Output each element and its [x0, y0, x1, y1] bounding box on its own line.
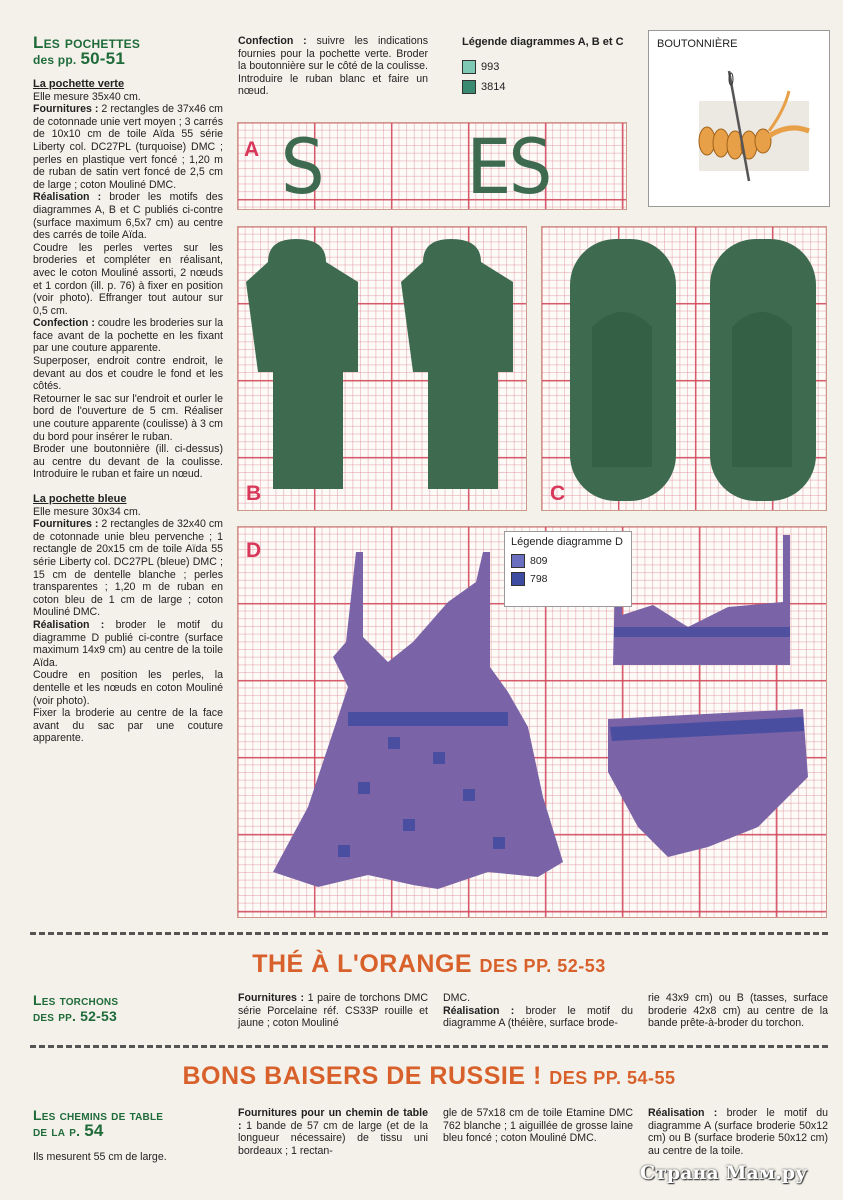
- legend-d-row: 809: [505, 552, 631, 570]
- chemins-col3: Réalisation : broder le motif du diagramme A (surface broderie 50x12 cm) ou B (surface broderie 50x12 cm) au centre de la toile.: [648, 1107, 828, 1157]
- diagram-a: [237, 122, 627, 210]
- section-title-pochettes: Les pochettes des pp. 50-51: [33, 33, 141, 68]
- boutonniere-label: BOUTONNIÈRE: [657, 38, 738, 50]
- title-the-orange: THÉ À L'ORANGE DES PP. 52-53: [252, 950, 606, 978]
- legend-d-row: 798: [505, 570, 631, 588]
- legend-swatch: [462, 60, 476, 74]
- legend-d-title: Légende diagramme D: [511, 536, 623, 548]
- pochette-verte-text: La pochette verte Elle mesure 35x40 cm. Fournitures : 2 rectangles de 37x46 cm de cotonnade unie vert moyen ; 3 carrés de 10x10 cm de toile Aïda 55 série Liberty col. DC27PL (turquoise) DMC ; perles en plastique vert foncé ; 1,20 m de ruban de satin vert foncé de 2,5 cm de large ; coton Mouliné DMC. Réalisation : broder les motifs des diagrammes A, B et C publiés ci-contre (surface maximum 6,5x7 cm) au centre des carrés de toile Aïda. Coudre les perles vertes sur les broderies et compléter en réalisant, avec le coton Mouliné assorti, 2 nœuds et 1 cordon (ill. p. 76) à fixer en position (voir photo). Effranger tout autour sur 0,5 cm. Confection : coudre les broderies sur la face avant de la pochette en les fixant par une couture apparente. Superposer, endroit contre endroit, le devant au dos et coudre le fond et les côtés. Retourner le sac sur l'endroit et ourler le bord de l'ouverture de 5 cm. Réaliser une couture apparente (coulisse) à 3 cm du bord pour insérer le ruban. Broder une boutonnière (ill. ci-dessus) au centre du devant de la coulisse. Introduire le ruban et faire un nœud. La pochette bleue Elle mesure 30x34 cm. Fournitures : 2 rectangles de 32x40 cm de cotonnade unie bleu pervenche ; 1 rectangle de 20x15 cm de toile Aïda 55 série Liberty col. DC27PL (bleue) DMC ; 15 cm de dentelle blanche ; perles transparentes ; 1,20 m de ruban en coton bleu de 1 cm de large ; coton Mouliné DMC. Réalisation : broder le motif du diagramme D publié ci-contre (surface maximum 14x9 cm) au centre de la toile Aïda. Coudre en position les perles, la dentelle et les nœuds en coton Mouliné (voir photo). Fixer la broderie au centre de la face avant du sac par une couture apparente.: [33, 78, 223, 745]
- diagram-c-slippers: [542, 227, 827, 511]
- torchons-col1: Fournitures : 1 paire de torchons DMC série Porcelaine réf. CS33P rouille et jaune ; coton Mouliné: [238, 992, 428, 1030]
- torchons-col2: DMC. Réalisation : broder le motif du diagramme A (théière, surface brode-: [443, 992, 633, 1030]
- diagram-d: [237, 526, 827, 918]
- chemins-size: Ils mesurent 55 cm de large.: [33, 1151, 167, 1163]
- watermark-logo: Страна Мам.ру: [640, 1162, 808, 1184]
- title-russie: BONS BAISERS DE RUSSIE ! DES PP. 54-55: [182, 1062, 676, 1090]
- diagram-b: [237, 226, 527, 511]
- chemins-col1: Fournitures pour un chemin de table : 1 bande de 57 cm de large (et de la longueur nécessaire) de tissu uni bordeaux ; 1 rectan-: [238, 1107, 428, 1157]
- diagram-d-label: D: [246, 539, 262, 562]
- chemins-col2: gle de 57x18 cm de toile Etamine DMC 762 blanche ; 1 aiguillée de grosse laine bleu foncé ; coton Mouliné DMC.: [443, 1107, 633, 1145]
- diagram-a-letters-1: S: [280, 122, 322, 210]
- boutonniere-illustration: [648, 30, 830, 207]
- section-title-chemins: Les chemins de table de la p. 54: [33, 1107, 164, 1140]
- confection-bleue-text: Confection : suivre les indications fournies pour la pochette verte. Broder la boutonnière sur le côté de la coulisse. Introduire le ruban blanc et faire un nœud.: [238, 35, 428, 98]
- diagram-b-slippers: [238, 227, 527, 511]
- torchons-col3: rie 43x9 cm) ou B (tasses, surface broderie 42x8 cm) au centre de la bande prête-à-broder du torchon.: [648, 992, 828, 1030]
- heading-pochette-verte: La pochette verte: [33, 78, 125, 90]
- legend-abc-title: Légende diagrammes A, B et C: [462, 36, 624, 48]
- heading-pochette-bleue: La pochette bleue: [33, 493, 127, 505]
- diagram-c: [541, 226, 827, 511]
- diagram-a-label: A: [244, 138, 260, 161]
- legend-swatch: [511, 554, 525, 568]
- diagram-c-label: C: [550, 482, 566, 505]
- legend-abc-row: 3814: [462, 80, 505, 100]
- legend-swatch: [511, 572, 525, 586]
- legend-abc-row: 993: [462, 60, 505, 80]
- legend-d: [504, 531, 632, 607]
- needle-stitch-icon: [649, 31, 829, 206]
- dashed-divider: [30, 1045, 828, 1048]
- legend-swatch: [462, 80, 476, 94]
- dashed-divider: [30, 932, 828, 935]
- section-title-torchons: Les torchons des pp. 52-53: [33, 992, 119, 1024]
- diagram-b-label: B: [246, 482, 262, 505]
- diagram-a-letters-2: ES: [466, 122, 550, 210]
- legend-abc: [462, 60, 505, 100]
